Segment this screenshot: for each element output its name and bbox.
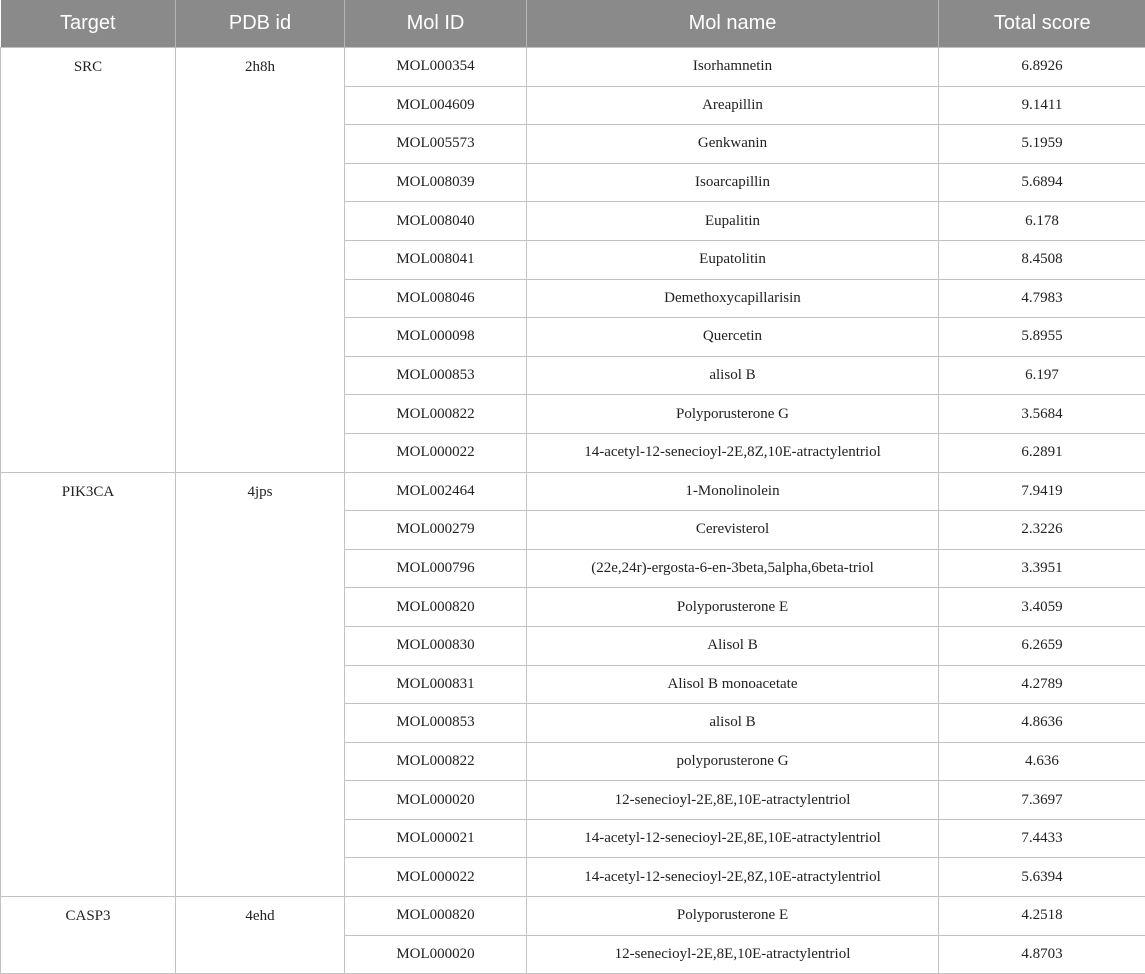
- mol-name-cell: Isoarcapillin: [527, 163, 939, 202]
- total-score-cell: 4.8636: [939, 704, 1145, 743]
- total-score-cell: 4.8703: [939, 935, 1145, 974]
- mol-id-cell: MOL008040: [345, 202, 527, 241]
- mol-name-cell: Cerevisterol: [527, 511, 939, 550]
- total-score-cell: 8.4508: [939, 240, 1145, 279]
- total-score-cell: 6.178: [939, 202, 1145, 241]
- mol-id-cell: MOL004609: [345, 86, 527, 125]
- mol-name-cell: alisol B: [527, 356, 939, 395]
- total-score-cell: 4.2789: [939, 665, 1145, 704]
- target-cell: PIK3CA: [1, 472, 176, 897]
- pdb-id-cell: 4ehd: [176, 897, 345, 974]
- header-pdb-id: PDB id: [176, 0, 345, 48]
- mol-name-cell: 12-senecioyl-2E,8E,10E-atractylentriol: [527, 935, 939, 974]
- mol-id-cell: MOL008039: [345, 163, 527, 202]
- mol-name-cell: Polyporusterone G: [527, 395, 939, 434]
- header-mol-id: Mol ID: [345, 0, 527, 48]
- mol-id-cell: MOL000020: [345, 935, 527, 974]
- mol-name-cell: 1-Monolinolein: [527, 472, 939, 511]
- mol-name-cell: alisol B: [527, 704, 939, 743]
- total-score-cell: 6.197: [939, 356, 1145, 395]
- total-score-cell: 4.7983: [939, 279, 1145, 318]
- mol-id-cell: MOL000820: [345, 588, 527, 627]
- mol-name-cell: 14-acetyl-12-senecioyl-2E,8E,10E-atractylentriol: [527, 819, 939, 858]
- mol-id-cell: MOL000098: [345, 318, 527, 357]
- total-score-cell: 2.3226: [939, 511, 1145, 550]
- mol-name-cell: polyporusterone G: [527, 742, 939, 781]
- total-score-cell: 5.8955: [939, 318, 1145, 357]
- mol-id-cell: MOL000020: [345, 781, 527, 820]
- pdb-id-cell: 4jps: [176, 472, 345, 897]
- mol-name-cell: 14-acetyl-12-senecioyl-2E,8Z,10E-atractylentriol: [527, 858, 939, 897]
- mol-name-cell: Eupatolitin: [527, 240, 939, 279]
- target-cell: SRC: [1, 48, 176, 473]
- mol-name-cell: Genkwanin: [527, 125, 939, 164]
- total-score-cell: 3.5684: [939, 395, 1145, 434]
- total-score-cell: 5.1959: [939, 125, 1145, 164]
- mol-id-cell: MOL008041: [345, 240, 527, 279]
- target-cell: CASP3: [1, 897, 176, 974]
- table-body: [1, 48, 1145, 974]
- total-score-cell: 7.3697: [939, 781, 1145, 820]
- mol-id-cell: MOL002464: [345, 472, 527, 511]
- table-row: [1, 897, 1145, 936]
- header-target: Target: [1, 0, 176, 48]
- mol-id-cell: MOL008046: [345, 279, 527, 318]
- total-score-cell: 7.4433: [939, 819, 1145, 858]
- total-score-cell: 7.9419: [939, 472, 1145, 511]
- pdb-id-cell: 2h8h: [176, 48, 345, 473]
- header-row: [1, 0, 1145, 48]
- total-score-cell: 3.3951: [939, 549, 1145, 588]
- mol-name-cell: Eupalitin: [527, 202, 939, 241]
- mol-name-cell: Demethoxycapillarisin: [527, 279, 939, 318]
- total-score-cell: 6.2659: [939, 626, 1145, 665]
- mol-id-cell: MOL000354: [345, 48, 527, 87]
- total-score-cell: 4.2518: [939, 897, 1145, 936]
- mol-name-cell: Polyporusterone E: [527, 897, 939, 936]
- mol-id-cell: MOL000022: [345, 858, 527, 897]
- table-header: [1, 0, 1145, 48]
- mol-name-cell: 14-acetyl-12-senecioyl-2E,8Z,10E-atractylentriol: [527, 433, 939, 472]
- mol-id-cell: MOL000820: [345, 897, 527, 936]
- header-total-score: Total score: [939, 0, 1145, 48]
- mol-name-cell: Quercetin: [527, 318, 939, 357]
- mol-id-cell: MOL000021: [345, 819, 527, 858]
- total-score-cell: 5.6894: [939, 163, 1145, 202]
- mol-id-cell: MOL000853: [345, 356, 527, 395]
- mol-id-cell: MOL000853: [345, 704, 527, 743]
- total-score-cell: 5.6394: [939, 858, 1145, 897]
- mol-id-cell: MOL000279: [345, 511, 527, 550]
- total-score-cell: 6.2891: [939, 433, 1145, 472]
- mol-name-cell: Alisol B monoacetate: [527, 665, 939, 704]
- total-score-cell: 6.8926: [939, 48, 1145, 87]
- mol-id-cell: MOL000830: [345, 626, 527, 665]
- total-score-cell: 9.1411: [939, 86, 1145, 125]
- total-score-cell: 4.636: [939, 742, 1145, 781]
- mol-name-cell: 12-senecioyl-2E,8E,10E-atractylentriol: [527, 781, 939, 820]
- mol-name-cell: Alisol B: [527, 626, 939, 665]
- mol-name-cell: (22e,24r)-ergosta-6-en-3beta,5alpha,6beta-triol: [527, 549, 939, 588]
- mol-id-cell: MOL000822: [345, 742, 527, 781]
- table-row: [1, 472, 1145, 511]
- mol-id-cell: MOL000831: [345, 665, 527, 704]
- mol-name-cell: Isorhamnetin: [527, 48, 939, 87]
- total-score-cell: 3.4059: [939, 588, 1145, 627]
- mol-name-cell: Polyporusterone E: [527, 588, 939, 627]
- mol-name-cell: Areapillin: [527, 86, 939, 125]
- header-mol-name: Mol name: [527, 0, 939, 48]
- mol-id-cell: MOL005573: [345, 125, 527, 164]
- mol-id-cell: MOL000796: [345, 549, 527, 588]
- mol-id-cell: MOL000822: [345, 395, 527, 434]
- table-row: [1, 48, 1145, 87]
- mol-id-cell: MOL000022: [345, 433, 527, 472]
